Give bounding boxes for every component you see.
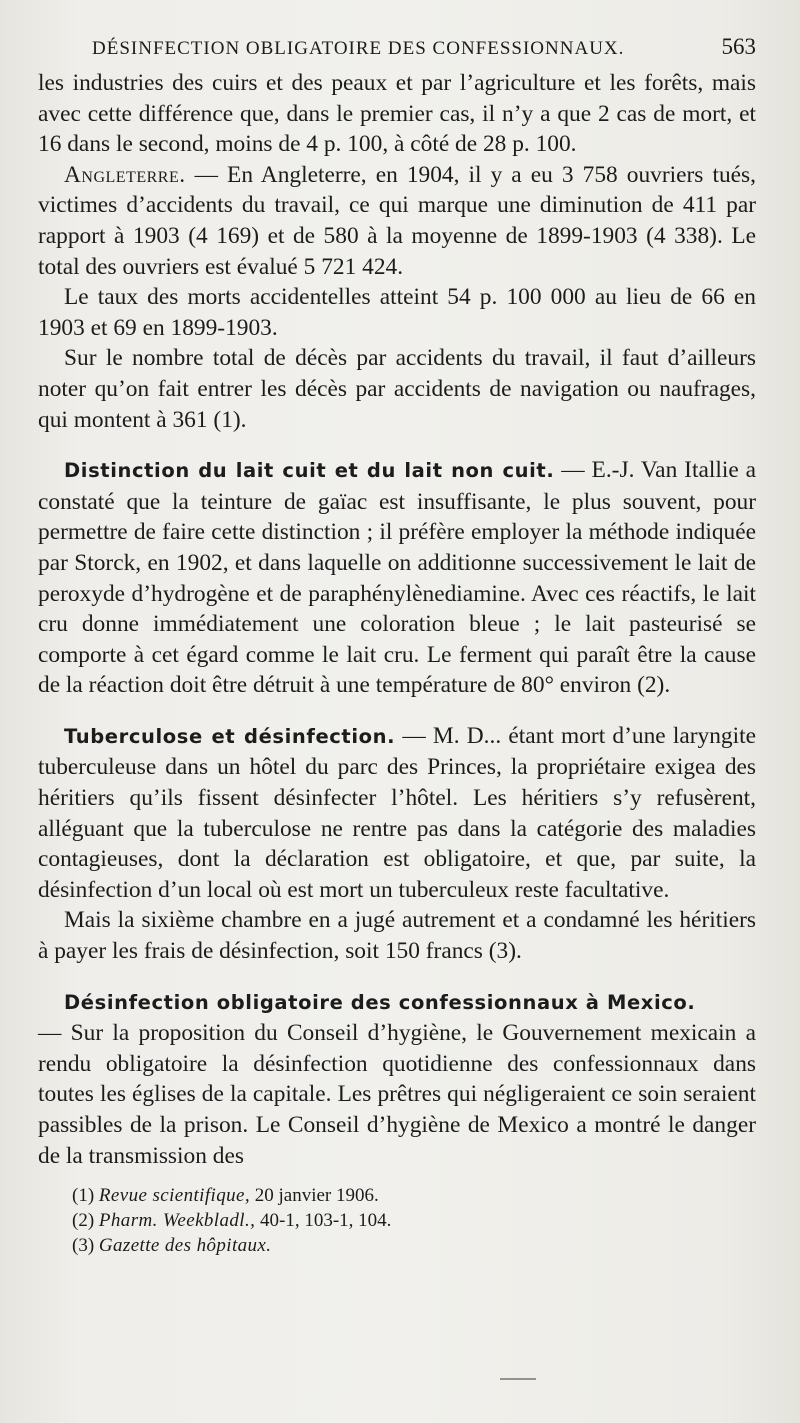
footnote-source: Pharm. Weekbladl., bbox=[98, 1210, 256, 1232]
paragraph-judgement: Mais la sixième chambre en a jugé autrement et a condamné les héritiers à payer les frais de désinfection, soit 150 francs (3). bbox=[38, 907, 756, 965]
footnote-details: 20 janvier 1906. bbox=[250, 1185, 379, 1207]
paragraph-angleterre bbox=[38, 160, 756, 282]
paragraph-death-rate: Le taux des morts accidentelles atteint 54 p. 100 000 au lieu de 66 en 1903 et 69 en 1899-1903. bbox=[38, 284, 756, 341]
section-body: — E.-J. Van Itallie a constaté que la teinture de gaïac est insuffisante, le plus souvent, pour permettre de faire cette distinction ; il préfère employer la méthode indiquée par Storck, en 1902, et dans laquelle on additionne successivement le lait de peroxyde d’hydrogène et de paraphénylènediamine. Avec ces réactifs, le lait cru donne immédiatement une coloration bleue ; le lait pasteurisé se comporte à cet égard comme le lait cru. Le ferment qui paraît être la cause de la réaction doit être détruit à une température de 80° environ (2). bbox=[38, 457, 756, 699]
footnote-number: (1) bbox=[72, 1185, 95, 1207]
footnote bbox=[72, 1233, 756, 1258]
footnote bbox=[72, 1208, 756, 1233]
paragraph-continued: les industries des cuirs et des peaux et par l’agriculture et les forêts, mais avec cette différence que, dans le premier cas, il n’y a que 2 cas de mort, et 16 dans le second, moins de 4 p. 100, à côté de 28 p. 100. bbox=[38, 70, 756, 158]
footnote-details: 40-1, 103-1, 104. bbox=[255, 1210, 392, 1232]
section-spacer bbox=[38, 967, 756, 987]
footnote-number: (3) bbox=[72, 1235, 95, 1257]
section-spacer bbox=[38, 701, 756, 721]
paragraph-lead-word: Angleterre. bbox=[64, 161, 186, 188]
section-title: Désinfection obligatoire des confessionnaux à Mexico. bbox=[64, 990, 696, 1014]
section-tuberculose bbox=[38, 721, 756, 906]
running-head bbox=[92, 34, 756, 60]
footnotes bbox=[72, 1183, 756, 1258]
footnote-number: (2) bbox=[72, 1210, 95, 1232]
section-body: — M. D... étant mort d’une laryngite tuberculeuse dans un hôtel du parc des Princes, la propriétaire exigea des héritiers qu’ils fissent désinfecter l’hôtel. Les héritiers s’y refusèrent, alléguant que la tuberculose ne rentre pas dans la catégorie des maladies contagieuses, dont la déclaration est obligatoire, et que, par suite, la désinfection d’un local où est mort un tuberculeux reste facultative. bbox=[38, 722, 756, 903]
section-mexico-title-line bbox=[38, 987, 756, 1019]
section-spacer bbox=[38, 435, 756, 455]
section-lait bbox=[38, 455, 756, 701]
section-title: Tuberculose et désinfection. bbox=[64, 724, 396, 748]
page-number: 563 bbox=[721, 34, 756, 59]
running-title: DÉSINFECTION OBLIGATOIRE DES CONFESSIONNAUX. bbox=[92, 38, 625, 59]
section-title: Distinction du lait cuit et du lait non cuit. bbox=[64, 459, 555, 483]
footnote-source: Gazette des hôpitaux. bbox=[98, 1235, 272, 1257]
section-mexico-body: — Sur la proposition du Conseil d’hygiène, le Gouvernement mexicain a rendu obligatoire la désinfection quotidienne des confessionnaux dans toutes les églises de la capitale. Les prêtres qui négligeraient ce soin seraient passibles de la prison. Le Conseil d’hygiène de Mexico a montré le danger de la transmission des bbox=[38, 1020, 756, 1169]
paragraph-text: — En Angleterre, en 1904, il y a eu 3 758 ouvriers tués, victimes d’accidents du travail, ce qui marque une diminution de 411 par rapport à 1903 (4 169) et de 580 à la moyenne de 1899-1903 (4 338). Le total des ouvriers est évalué 5 721 424. bbox=[38, 161, 756, 280]
paragraph-navigation: Sur le nombre total de décès par accidents du travail, il faut d’ailleurs noter qu’on fait entrer les décès par accidents de navigation ou naufrages, qui montent à 361 (1). bbox=[38, 345, 756, 433]
print-mark bbox=[500, 1378, 536, 1380]
footnote-source: Revue scientifique, bbox=[98, 1185, 250, 1207]
footnote bbox=[72, 1183, 756, 1208]
